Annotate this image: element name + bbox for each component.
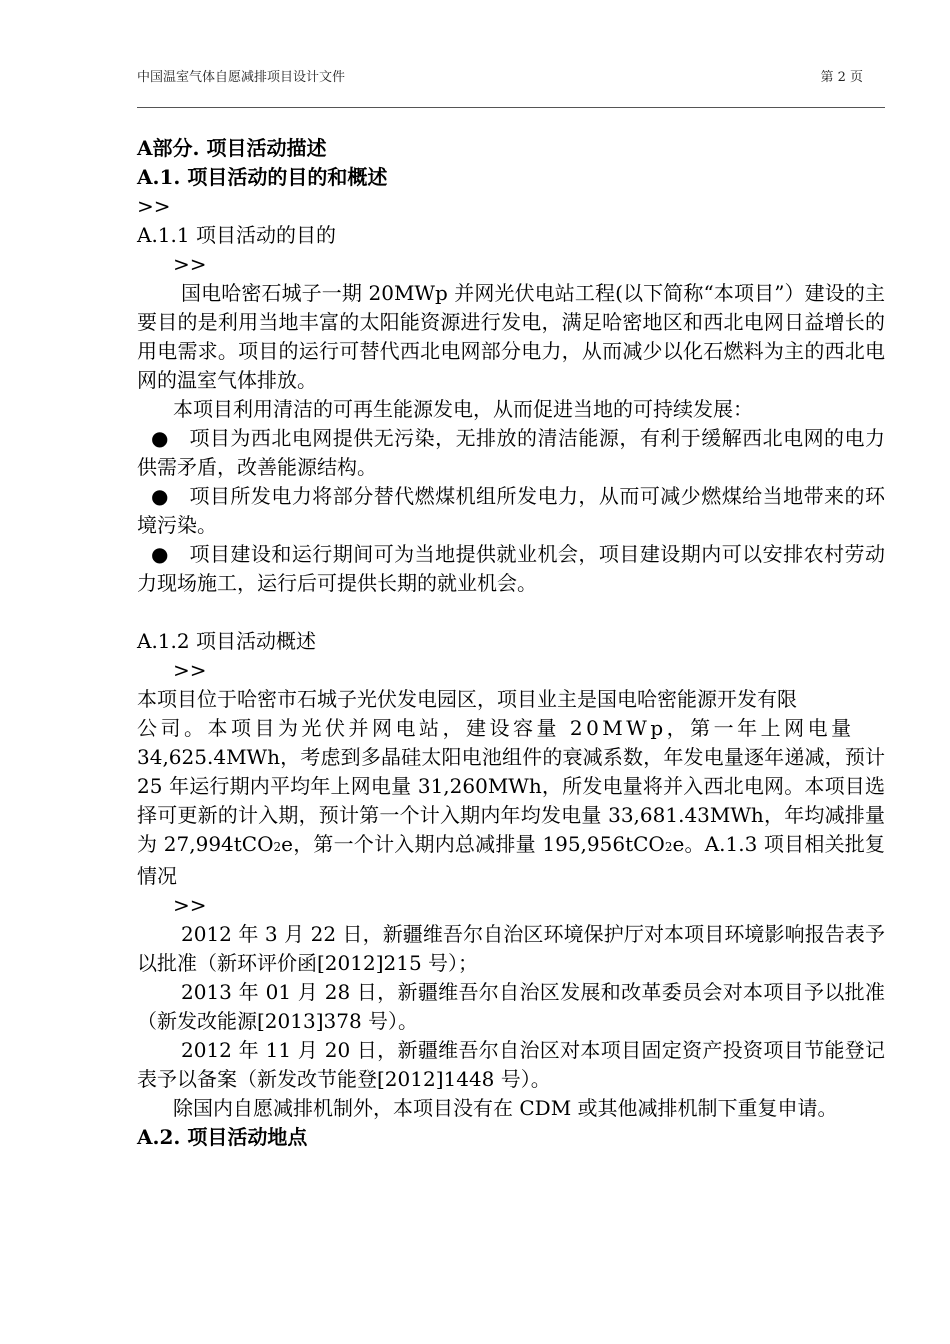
a12-line-1: 本项目位于哈密市石城子光伏发电园区，项目业主是国电哈密能源开发有限	[137, 687, 797, 711]
section-marker: >>	[137, 194, 171, 218]
co2-subscript: 2	[273, 840, 282, 854]
bullet-text: 项目为西北电网提供无污染，无排放的清洁能源，有利于缓解西北电网的电力供需矛盾，改善能源结构。	[137, 426, 885, 479]
section-a1-title: A.1. 项目活动的目的和概述	[137, 165, 388, 189]
a13-approval-1: 2012 年 3 月 22 日，新疆维吾尔自治区环境保护厅对本项目环境影响报告表予以批准（新环评价函[2012]215 号）；	[137, 922, 885, 975]
section-marker: >>	[173, 893, 207, 917]
a11-paragraph-1: 国电哈密石城子一期 20MWp 并网光伏电站工程(以下简称“本项目”）建设的主要目的是利用当地丰富的太阳能资源进行发电，满足哈密地区和西北电网日益增长的用电需求。项目的运行可替代西北电网部分电力，从而减少以化石燃料为主的西北电网的温室气体排放。	[137, 281, 885, 392]
a12-text-end: e。A.1.3 项目相关批复情况	[137, 832, 885, 888]
co2-subscript: 2	[664, 840, 673, 854]
a12-text-mid: e，第一个计入期内总减排量 195,956tCO	[281, 832, 665, 856]
a11-paragraph-2: 本项目利用清洁的可再生能源发电，从而促进当地的可持续发展：	[173, 397, 753, 421]
a12-paragraph	[137, 743, 885, 891]
a12-line-2: 公司。本项目为光伏并网电站，建设容量 20MWp，第一年上网电量	[137, 716, 855, 740]
document-body	[137, 134, 885, 1152]
bullet-text: 项目所发电力将部分替代燃煤机组所发电力，从而可减少燃煤给当地带来的环境污染。	[137, 484, 885, 537]
a13-approval-2: 2013 年 01 月 28 日，新疆维吾尔自治区发展和改革委员会对本项目予以批准（新发改能源[2013]378 号）。	[137, 980, 885, 1033]
document-title: 中国温室气体自愿减排项目设计文件	[137, 70, 346, 85]
bullet-item	[137, 482, 885, 540]
section-a12-title: A.1.2 项目活动概述	[137, 629, 316, 653]
section-a11-title: A.1.1 项目活动的目的	[137, 223, 336, 247]
section-a-title: A部分. 项目活动描述	[137, 136, 327, 160]
bullet-item	[137, 424, 885, 482]
bullet-item	[137, 540, 885, 598]
bullet-text: 项目建设和运行期间可为当地提供就业机会，项目建设期内可以安排农村劳动力现场施工，运行后可提供长期的就业机会。	[137, 542, 885, 595]
bullet-dot: ●	[151, 542, 169, 566]
section-marker: >>	[173, 658, 207, 682]
header-divider	[137, 107, 885, 108]
bullet-dot: ●	[151, 484, 169, 508]
page-number: 第 2 页	[820, 70, 863, 85]
a13-approval-3: 2012 年 11 月 20 日，新疆维吾尔自治区对本项目固定资产投资项目节能登记表予以备案（新发改节能登[2012]1448 号）。	[137, 1038, 885, 1091]
bullet-dot: ●	[151, 426, 169, 450]
section-a2-title: A.2. 项目活动地点	[137, 1125, 308, 1149]
a13-statement: 除国内自愿减排机制外，本项目没有在 CDM 或其他减排机制下重复申请。	[173, 1096, 838, 1120]
page-header	[137, 66, 885, 88]
paragraph-gap	[137, 598, 885, 627]
a12-text: 34,625.4MWh，考虑到多晶硅太阳电池组件的衰减系数，年发电量逐年递减，预计 25 年运行期内平均年上网电量 31,260MWh，所发电量将并入西北电网。本项目选择可更新的计入期，预计第一个计入期内年均发电量 33,681.43MWh，年均减排量为 27,994tCO	[137, 745, 885, 856]
section-marker: >>	[173, 252, 207, 276]
